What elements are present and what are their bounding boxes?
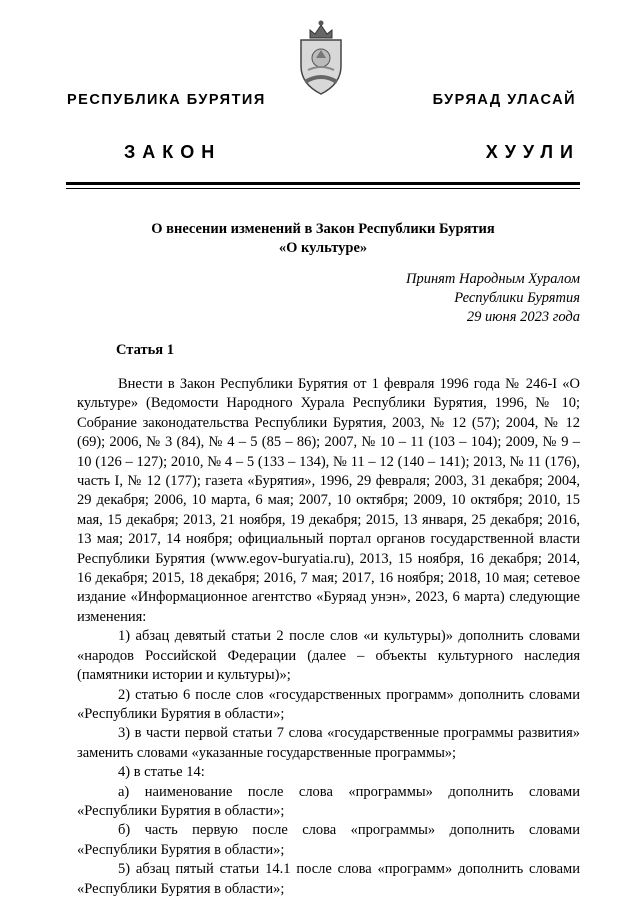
coat-of-arms-icon <box>296 16 346 100</box>
article-body <box>77 375 580 899</box>
law-label-buryat: ХУУЛИ <box>485 142 580 162</box>
adoption-date: 29 июня 2023 года <box>466 309 580 325</box>
header-divider-thin <box>66 188 580 189</box>
law-label-russian: ЗАКОН <box>124 142 222 162</box>
article-paragraph: 3) в части первой статьи 7 слова «государственные программы развития» заменить словами «указанные государственные программы»; <box>77 725 580 761</box>
article-heading: Статья 1 <box>116 342 174 358</box>
article-paragraph: Внести в Закон Республики Бурятия от 1 февраля 1996 года № 246-I «О культуре» (Ведомости Народного Хурала Республики Бурятия, 1996, № 10; Собрание законодательства Республики Бурятия, 2003, № 12 (57); 2004, № 12 (69); 2006, № 3 (84), № 4 – 5 (85 – 86); 2007, № 10 – 11 (103 – 104); 2009, № 9 – 10 (126 – 127); 2010, № 4 – 5 (133 – 134), № 11 – 12 (140 – 141); 2013, № 11 (176), часть I, № 12 (177); газета «Бурятия», 1996, 29 февраля; 2003, 31 декабря; 2004, 29 декабря; 2006, 10 марта, 6 мая; 2007, 10 октября; 2009, 10 октября; 2010, 15 мая, 15 декабря; 2013, 21 ноября, 19 декабря; 2015, 13 января, 25 декабря; 2016, 13 мая; 2017, 14 ноября; официальный портал органов государственной власти Республики Бурятия (www.egov-buryatia.ru), 2013, 15 ноября, 16 декабря; 2014, 16 декабря; 2015, 18 декабря; 2016, 7 мая; 2017, 16 ноября; 2018, 10 мая; сетевое издание «Информационное агентство «Буряад унэн», 2023, 6 марта) следующие изменения: <box>77 376 580 625</box>
document-title-line: «О культуре» <box>278 240 368 256</box>
adoption-note-line: Принят Народным Хуралом <box>405 271 580 287</box>
header-divider-thick <box>66 182 580 185</box>
article-paragraph: 2) статью 6 после слов «государственных программ» дополнить словами «Республики Бурятия в области»; <box>77 686 580 722</box>
article-paragraph: 4) в статье 14: <box>118 764 205 781</box>
document-title-line: О внесении изменений в Закон Республики Бурятия <box>151 221 495 237</box>
adoption-note-line: Республики Бурятия <box>454 290 580 306</box>
document-title <box>66 220 580 258</box>
republic-name-russian: РЕСПУБЛИКА БУРЯТИЯ <box>67 92 266 108</box>
article-paragraph: 5) абзац пятый статьи 14.1 после слова «программ» дополнить словами «Республики Бурятия в области»; <box>77 861 580 897</box>
article-paragraph: 1) абзац девятый статьи 2 после слов «и культуры)» дополнить словами «народов Российской Федерации (далее – объекты культурного наследия (памятники истории и культуры)»; <box>77 628 580 684</box>
adoption-note <box>406 270 580 327</box>
article-paragraph: б) часть первую после слова «программы» дополнить словами «Республики Бурятия в области»; <box>77 822 580 858</box>
article-paragraph: а) наименование после слова «программы» дополнить словами «Республики Бурятия в области»; <box>77 783 580 819</box>
republic-name-buryat: БУРЯАД УЛАСАЙ <box>432 92 576 108</box>
